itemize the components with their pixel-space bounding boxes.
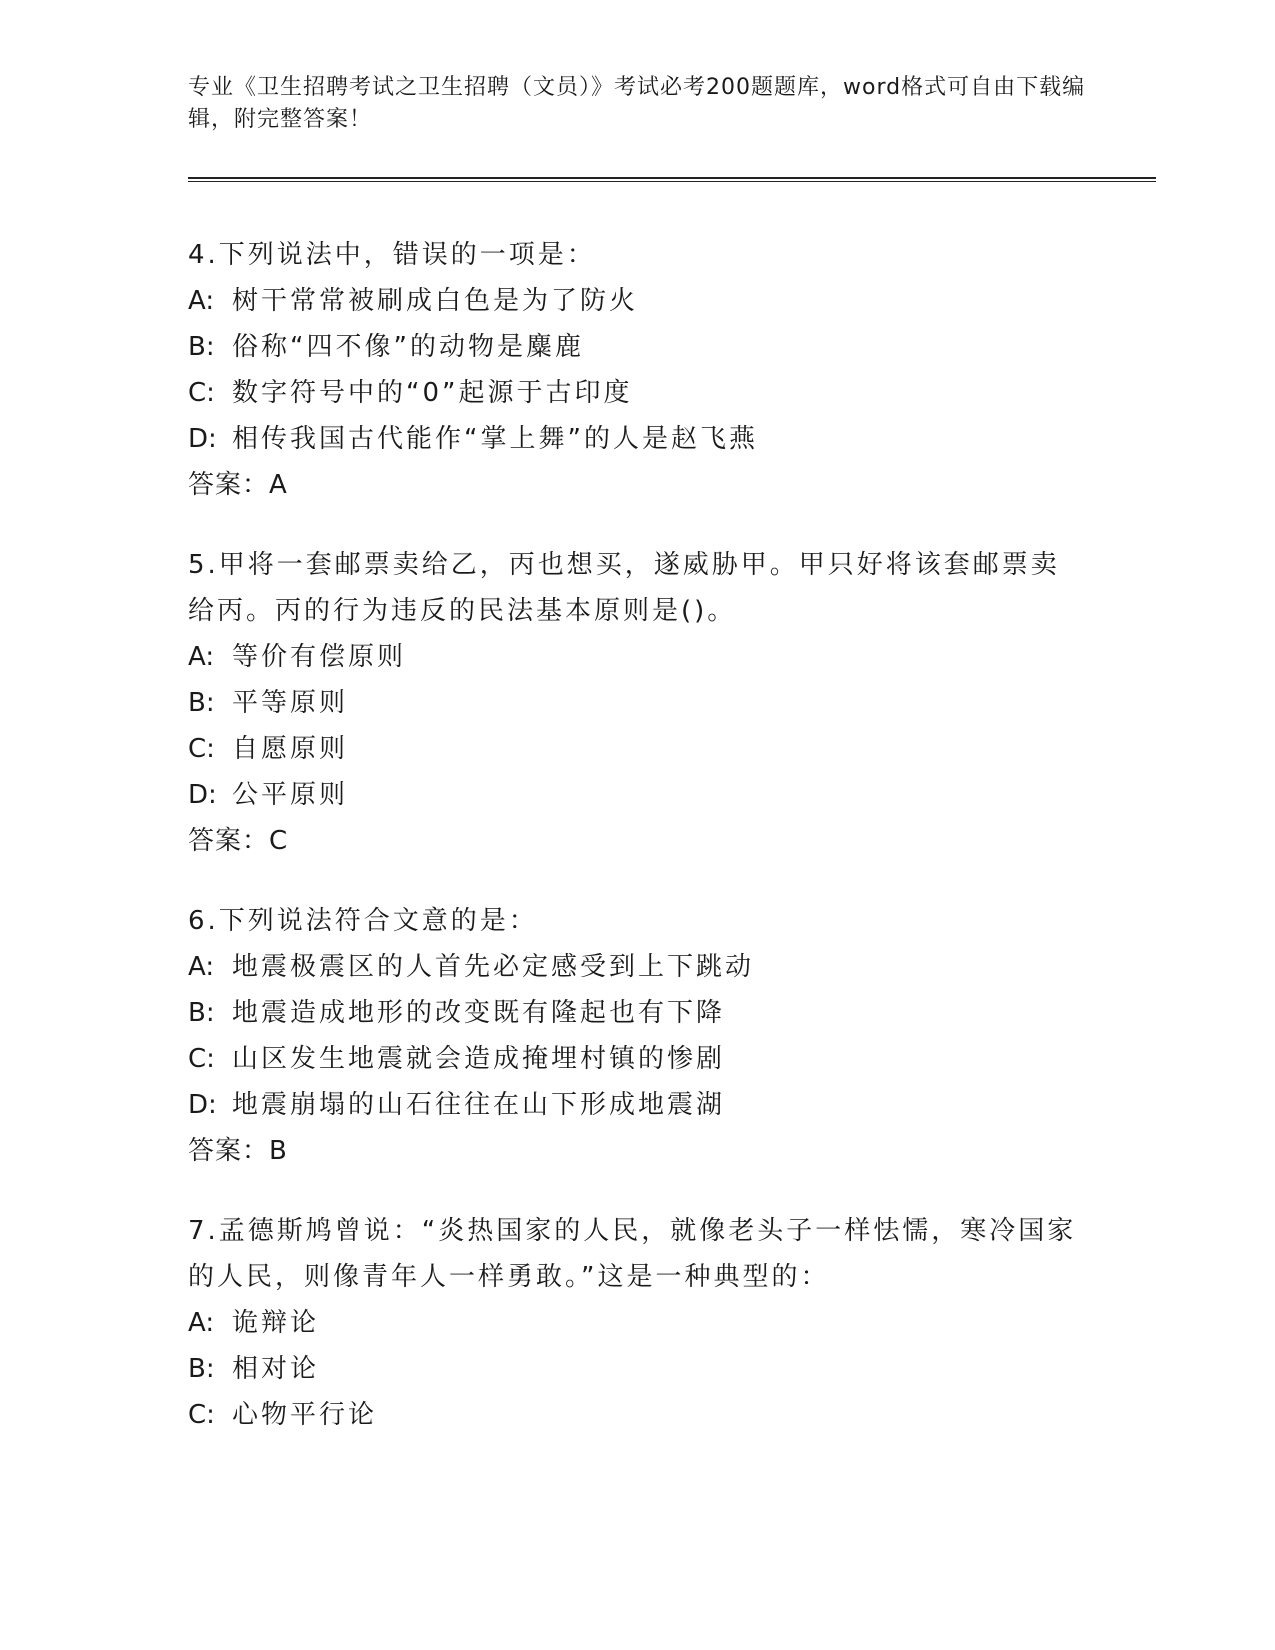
option-letter: C:: [188, 1044, 215, 1074]
option-letter: B:: [188, 1354, 215, 1384]
option-letter: D:: [188, 780, 217, 810]
option-text: 公平原则: [232, 780, 349, 810]
option-d: [188, 772, 1088, 818]
question-6: [188, 898, 1088, 1174]
option-text: 山区发生地震就会造成掩埋村镇的惨剧: [232, 1044, 726, 1074]
option-text: 相传我国古代能作“掌上舞”的人是赵飞燕: [232, 424, 758, 454]
question-stem: 5.甲将一套邮票卖给乙，丙也想买，遂威胁甲。甲只好将该套邮票卖给丙。丙的行为违反的民法基本原则是()。: [188, 550, 1060, 626]
answer-line: 答案：B: [188, 1136, 288, 1166]
option-text: 相对论: [232, 1354, 320, 1384]
question-stem: 7.孟德斯鸠曾说：“炎热国家的人民，就像老头子一样怯懦，寒冷国家的人民，则像青年人一样勇敢。”这是一种典型的：: [188, 1216, 1077, 1292]
option-letter: B:: [188, 332, 215, 362]
question-stem: 4.下列说法中，错误的一项是：: [188, 240, 596, 270]
question-stem: 6.下列说法符合文意的是：: [188, 906, 538, 936]
option-text: 地震极震区的人首先必定感受到上下跳动: [232, 952, 755, 982]
option-letter: A:: [188, 952, 215, 982]
option-text: 地震崩塌的山石往往在山下形成地震湖: [232, 1090, 726, 1120]
answer-line: 答案：C: [188, 826, 289, 856]
answer-line: 答案：A: [188, 470, 288, 500]
option-letter: A:: [188, 1308, 215, 1338]
option-c: [188, 370, 1088, 416]
option-text: 树干常常被刷成白色是为了防火: [232, 286, 639, 316]
option-a: [188, 1300, 1088, 1346]
option-text: 心物平行论: [232, 1400, 378, 1430]
document-header: 专业《卫生招聘考试之卫生招聘（文员）》考试必考200题题库，word格式可自由下载编辑，附完整答案！: [188, 75, 1086, 132]
option-c: [188, 1392, 1088, 1438]
option-letter: A:: [188, 286, 215, 316]
option-letter: A:: [188, 642, 215, 672]
option-text: 诡辩论: [232, 1308, 320, 1338]
option-letter: B:: [188, 998, 215, 1028]
option-a: [188, 278, 1088, 324]
option-letter: C:: [188, 734, 215, 764]
header-divider-thick: [188, 177, 1156, 179]
option-b: [188, 1346, 1088, 1392]
option-b: [188, 324, 1088, 370]
option-d: [188, 1082, 1088, 1128]
option-c: [188, 726, 1088, 772]
option-a: [188, 634, 1088, 680]
option-a: [188, 944, 1088, 990]
option-b: [188, 680, 1088, 726]
option-letter: B:: [188, 688, 215, 718]
question-4: [188, 232, 1088, 508]
option-text: 数字符号中的“0”起源于古印度: [232, 378, 633, 408]
option-text: 平等原则: [232, 688, 349, 718]
question-list: [188, 232, 1088, 1472]
option-letter: C:: [188, 1400, 215, 1430]
option-letter: D:: [188, 424, 217, 454]
option-letter: C:: [188, 378, 215, 408]
header-divider-thin: [188, 181, 1156, 182]
option-d: [188, 416, 1088, 462]
question-5: [188, 542, 1088, 864]
option-text: 俗称“四不像”的动物是麋鹿: [232, 332, 584, 362]
option-text: 自愿原则: [232, 734, 349, 764]
option-c: [188, 1036, 1088, 1082]
question-7: [188, 1208, 1088, 1438]
option-text: 等价有偿原则: [232, 642, 407, 672]
option-letter: D:: [188, 1090, 217, 1120]
option-b: [188, 990, 1088, 1036]
option-text: 地震造成地形的改变既有隆起也有下降: [232, 998, 726, 1028]
